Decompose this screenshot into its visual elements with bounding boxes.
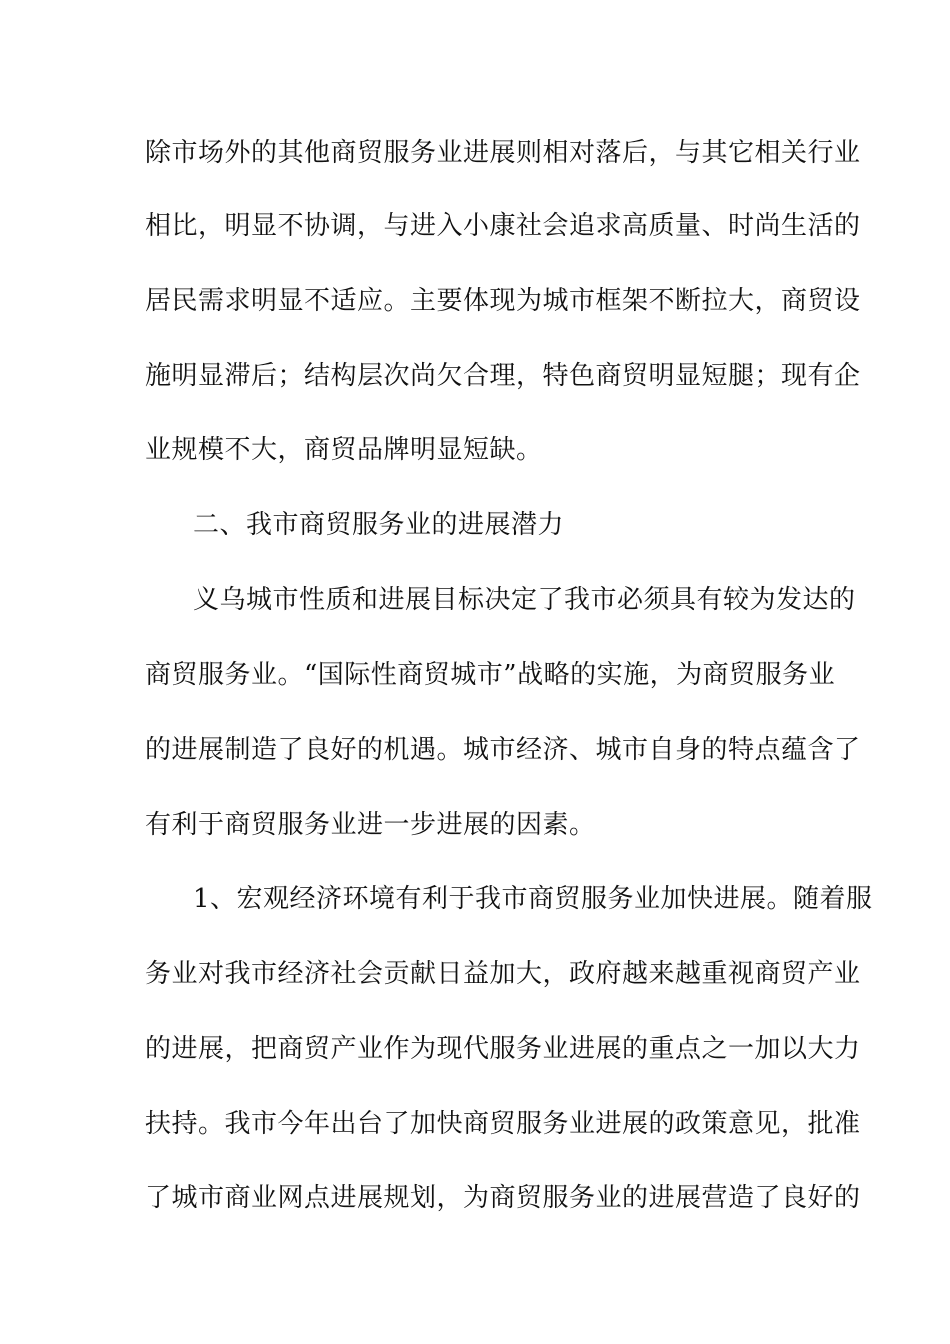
text-line: 除市场外的其他商贸服务业进展则相对落后，与其它相关行业	[145, 138, 861, 168]
text-line: 的进展，把商贸产业作为现代服务业进展的重点之一加以大力	[145, 1034, 861, 1064]
text-line: 义乌城市性质和进展目标决定了我市必须具有较为发达的	[193, 585, 856, 615]
text-line: 商贸服务业。“国际性商贸城市”战略的实施，为商贸服务业	[145, 660, 836, 690]
text-line: 了城市商业网点进展规划，为商贸服务业的进展营造了良好的	[145, 1183, 861, 1213]
text-line: 施明显滞后；结构层次尚欠合理，特色商贸明显短腿；现有企	[145, 361, 861, 391]
text-line: 1、宏观经济环境有利于我市商贸服务业加快进展。随着服	[193, 884, 873, 914]
text-line: 业规模不大，商贸品牌明显短缺。	[145, 435, 543, 465]
text-line: 相比，明显不协调，与进入小康社会追求高质量、时尚生活的	[145, 211, 861, 241]
text-line: 有利于商贸服务业进一步进展的因素。	[145, 810, 596, 840]
text-line: 的进展制造了良好的机遇。城市经济、城市自身的特点蕴含了	[145, 735, 861, 765]
text-line: 扶持。我市今年出台了加快商贸服务业进展的政策意见，批准	[145, 1109, 861, 1139]
section-heading: 二、我市商贸服务业的进展潜力	[193, 510, 565, 540]
text-line: 居民需求明显不适应。主要体现为城市框架不断拉大，商贸设	[145, 286, 861, 316]
text-line: 务业对我市经济社会贡献日益加大，政府越来越重视商贸产业	[145, 959, 861, 989]
